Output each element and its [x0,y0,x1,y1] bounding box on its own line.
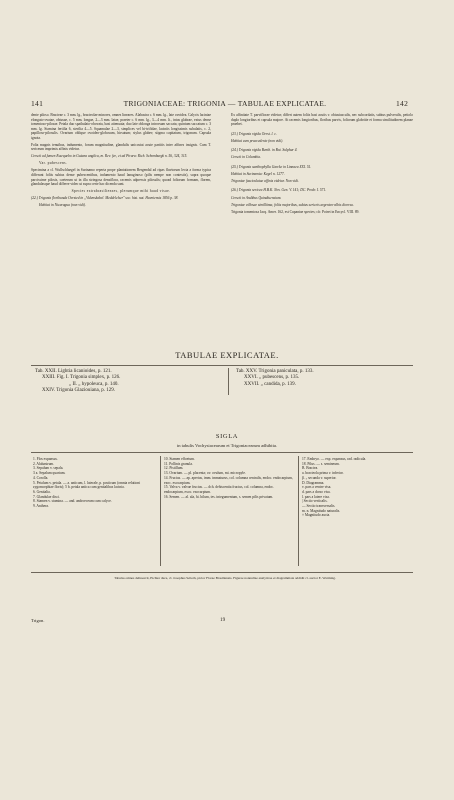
sigla-item: d. pars a dorso visa. [302,489,331,494]
plate-entry: XXVII. „ candida, p. 139. [244,381,296,387]
sigla-column-1 [33,457,157,509]
habitat-line: Habitat in Nicaragua (non vidi). [39,203,86,208]
sigla-item: 10. Stamen effoetum. [164,457,195,461]
habitat-line: Habitat in Surinamia: Kegel n. 1277. [231,171,285,176]
sigla-item: 3. Sepalum v. sepala. [33,466,64,471]
right-column [231,113,413,217]
paragraph: Folia magnis tenuibus, indumento, forum magnitudine, glandulis unicostat acute partitis inter affines insignis. Cum T. sericeum imprimis affinis videtur. [31,142,211,152]
sigla-item: a. bracteola prima v. inferior. [302,471,344,476]
sigla-item: D. Diagramma. [302,480,325,485]
habitat-line: Crescit in Andibus Quindiuensium. [231,195,282,200]
sigla-item: l. pars a latere visa. [302,494,330,499]
signature-left: Trigon. [31,618,45,623]
species-entry: (23.) Trigonia rigida Oerst. l. c. [231,131,277,136]
note-line: Trigoniae villosae similliima, foliis majoribus, subtus sericeis argenteo-albis diversa. [231,202,354,207]
sigla-item: 13. Ovarium. — pl. placenta; ov. ovulum, mi. micropyle. [164,471,246,476]
divider [31,452,413,453]
paragraph: Ex affinitate T. parviflorae videtur; differt autem foliis basi acutis v. obtusiusculis, nec subcordatis, subtus pulverulis, petiolo duplo longioribus et capsula majore. At racemis longioribus, floribus parvis, foliorum glabritie et forma similitudinem planae praebet. [231,113,413,127]
column-divider [298,456,299,566]
habitat-line: Crescit in Columbia. [231,155,261,160]
column-divider [228,368,229,395]
sigla-item: 2. Alabastrum. [33,461,55,466]
variety-heading: Var. pubescens. [39,161,68,166]
sigla-item: B. Bractea. [302,466,319,471]
sigla-item: m. n. Magnitudo naturalis. [302,508,341,513]
sigla-item: 11. Pollinis granula. [164,461,193,466]
sigla-item: | Sectio verticalis. [302,499,328,504]
sigla-item: 8. Stamen v. stamina. — and. androeceum cum calyce. [33,499,112,504]
page-number-left: 141 [31,99,44,108]
sigla-item: 16. Semen. — al. ala, hi. hilum, tes. integumentum, s. semen pilis privatum. [164,494,274,499]
sigla-title: SIGLA [215,433,239,440]
species-entry: (26.) Trigonia sericea H.B.K. Nov. Gen. V. 141; DC. Prodr. I. 571. [231,188,327,193]
divider [31,572,413,573]
plate-entry: XXIII. Fig. I. Trigonia simplex, p. 126. [42,375,121,381]
sigla-item: — Sectio transversalis. [302,504,336,509]
sigla-item: 4. Corolla. [33,475,49,480]
plate-entry: Tab. XXV. Trigonia paniculata, p. 133. [236,369,314,374]
column-divider [160,456,161,566]
footer-note: Tabulas omnes delineavit, Eichler duce, cl. Josephus Seboth, pictor Florae Brasiliensis. Figurae nonnullae analyticae et diagrammata addidit cl. auctor E. Warming. [114,576,336,580]
paragraph: Specimina a cl. Wullschlaegel in Surinamo reperta prope plantationem Bergendal ad ripas fluviorum lecta a forma typica differunt foliis subtus dense pubescentibus, indumento haud lanuginoso (pilis nempe non contextis), supra quoque parcissime pilosis, caeterum ut in illa stringosa densiflora, racemis adpressis pilosulis; quoad foliorum formam, florem, glandulasque haud differre video ut supra certe hac dicenda sunt. [31,168,211,187]
sigla-item: 15. Valva v. valvae fructus. — dch. dehiscentia fructus, col. columna, endoc. endocarpium, exoc. exocarpium. [164,485,274,494]
species-entry: (25.) Trigonia xanthophylla Garcke in Linnaea XXI. 51. [231,164,312,169]
paragraph: Crescit ad fumen Essequebo in Guiana anglica, m. Rev. fer., et ad Pirara: Rich. Schomburgk n. 56, 324, 315. [31,154,188,159]
page-number-right: 142 [396,99,409,108]
left-column [31,113,211,210]
divider [31,365,413,366]
plate-entry: Tab. XXII. Lightia licanioides, p. 121. [35,369,112,374]
sigla-column-2 [164,457,294,499]
sigla-item: 9. Anthera. [33,504,49,509]
sigla-item: 7. Glandulae disci. [33,494,60,499]
sigla-item: 18. Pilus. — s. semineum. [302,461,340,466]
tabulae-left-list [35,369,215,394]
sigla-item: 5. Petalum v. petala. — a. anticum, l. laterale, p. posticum (omnia relationi zygomorphiae floris); 5 b. petala antica cum genitalibus lacinia. [33,480,141,490]
plate-entry: XXIV. Trigonia Glaziouiana, p. 129. [42,387,115,393]
sigla-item: 1. Flos expansus. [33,457,58,461]
tabulae-right-list [236,369,416,388]
sigla-item: 14. Fructus. — ap. apertus, imm. immaturus, col. columna centralis, endoc. endocarpium, exoc. exocarpium. [164,475,293,485]
plate-entry: „ II. „ hypoleuca, p. 140. [69,381,119,387]
signature-number: 19 [220,617,226,623]
note-line: Trigoniae fasciculatae affinis videtur. Non vidi. [231,178,299,183]
paragraph: dente piloso. Bracteae c. 3 mm. lg., bracteolae minores, omnes lineares. Alabastra c. 6 mm. lg., late ovoidea. Calycis laciniae elongato-ovatae, obtusae, c. 5 mm. longae, 2—3 mm. latae, praeter c. 6 mm. lg., 3—4 mm. lt., intus glabrae, extus dense tomentoso-pilosae. Petala duo spathulato-obovata, basi attenuata; duo late oblonga introrsum saccata; quintum saccatum c. 3 mm. lg. Stamina fertilia 6, sterilia 4—5. Squamulae 2—3, simplices vel bi-trifidae, laciniis longissimis subulatis, c. 2, papilloso-pilosulis. Ovarium oblique ovoideo-globosum, hirsutum; stylus glaber; stigma capitatum, trigonum. Capsula ignota. [31,113,211,140]
species-entry: (22.) Trigonia floribunda Oersted in „Videnskabel. Meddelelser" soc. hist. nat. Havniensis 1856 p. 38. [31,196,179,201]
tabulae-title: TABULAE EXPLICATAE. [175,350,279,360]
sigla-item: 17. Embryo. — exp. expansus, rad. radicula. [302,457,367,461]
note-line: Trigonia tomentosa Jacq. Amer. 162, est Cupaniae species; cfr. Poiret in Encycl. VIII. 89. [231,209,360,214]
sigla-item: 3 a. Sepalum quartum. [33,471,66,476]
habitat-line: Habitat cum praecedente (non vidi). [231,138,284,143]
species-entry: (24.) Trigonia rigida Benth. in Bot. Sulphur 4. [231,148,298,153]
sigla-item: 12. Pistillum. [164,466,184,471]
sigla-subtitle: in tabulis Vochysiacearum et Trigoniacearum adhibita. [176,443,278,448]
running-title: TRIGONIACEAE: TRIGONIA — TABULAE EXPLICATAE. [123,99,327,108]
plate-entry: XXVI. „ pubescens, p. 135. [244,375,300,381]
sigla-column-3 [302,457,414,518]
section-heading: Species extrabrasilienses, plerumque mihi haud visae. [71,189,171,194]
sigla-item: × Magnitudo aucta. [302,513,331,518]
sigla-item: v. pars a ventre visa. [302,485,332,490]
sigla-item: β. „ secunda v. superior. [302,475,337,480]
sigla-item: 6. Genitalia. [33,489,51,494]
